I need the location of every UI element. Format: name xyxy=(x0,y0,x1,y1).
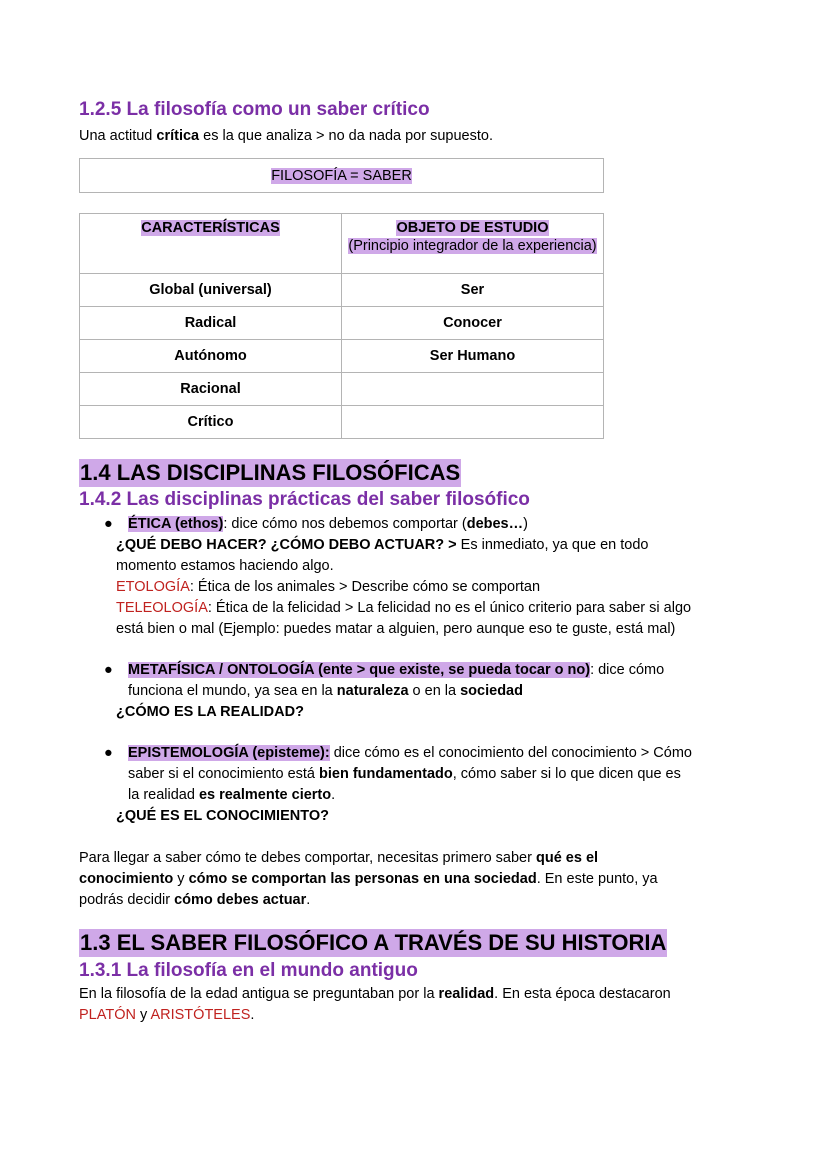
table-cell: Autónomo xyxy=(80,340,342,373)
table-header-row xyxy=(80,214,604,274)
para-text: . En este punto, ya xyxy=(536,871,658,887)
etica-question-rest2: momento estamos haciendo algo. xyxy=(116,558,334,574)
table-header-object xyxy=(342,214,604,274)
filosofia-box-cell xyxy=(80,159,604,193)
etica-label: ÉTICA (ethos) xyxy=(128,516,224,532)
para-bold: cómo se comportan las personas en una sociedad xyxy=(188,871,537,887)
epistemologia-bold2: es realmente cierto xyxy=(198,787,332,803)
para-bold: qué es el xyxy=(535,850,599,866)
list-item-etica xyxy=(79,514,759,640)
characteristics-table xyxy=(79,213,604,439)
section-1-2-5-title: 1.2.5 La filosofía como un saber crítico xyxy=(79,99,430,120)
intro-text-end: es la que analiza > no da nada por supuesto. xyxy=(199,128,493,144)
section-1-3-1-title: 1.3.1 La filosofía en el mundo antiguo xyxy=(79,960,418,981)
etica-text: : dice cómo nos debemos comportar ( xyxy=(223,516,467,532)
teleologia-label: TELEOLOGÍA xyxy=(116,600,208,616)
epistemologia-text2 xyxy=(128,764,759,785)
epistemologia-bold1: bien fundamentado xyxy=(319,766,453,782)
metafisica-text2-mid: o en la xyxy=(408,683,461,699)
table-row xyxy=(80,373,604,406)
para-text: podrás decidir xyxy=(79,892,175,908)
table-cell: Ser xyxy=(342,274,604,307)
para-bold: conocimiento xyxy=(79,871,174,887)
table-cell xyxy=(342,373,604,406)
list-item-epistemologia xyxy=(79,743,759,827)
table-row xyxy=(80,274,604,307)
table-cell: Crítico xyxy=(80,406,342,439)
para-bold: realidad xyxy=(438,986,495,1002)
etologia-text: : Ética de los animales > Describe cómo se comportan xyxy=(189,579,541,595)
epistemologia-text3 xyxy=(128,785,759,806)
table-cell xyxy=(342,406,604,439)
metafisica-text: : dice cómo xyxy=(590,662,665,678)
epistemologia-text2-post: , cómo saber si lo que dicen que es xyxy=(452,766,681,782)
header-sublabel: (Principio integrador de la experiencia) xyxy=(348,238,597,254)
aristoteles-name: ARISTÓTELES xyxy=(150,1007,251,1023)
para-text: y xyxy=(135,1007,151,1023)
table-cell: Global (universal) xyxy=(80,274,342,307)
metafisica-text2 xyxy=(128,681,759,702)
epistemologia-question: ¿QUÉ ES EL CONOCIMIENTO? xyxy=(116,808,329,824)
para-text: . En esta época destacaron xyxy=(494,986,671,1002)
list-item-metafisica xyxy=(79,660,759,723)
table-cell: Racional xyxy=(80,373,342,406)
table-row xyxy=(80,340,604,373)
disciplines-list xyxy=(79,514,759,827)
header-label: CARACTERÍSTICAS xyxy=(141,220,280,236)
etica-text-end: ) xyxy=(523,516,528,532)
epistemologia-text: dice cómo es el conocimiento del conocimiento > Cómo xyxy=(329,745,692,761)
table-cell: Radical xyxy=(80,307,342,340)
para-text: . xyxy=(250,1007,255,1023)
section-1-4-2-title: 1.4.2 Las disciplinas prácticas del saber filosófico xyxy=(79,489,530,510)
para-text: y xyxy=(173,871,189,887)
header-label: OBJETO DE ESTUDIO xyxy=(396,220,549,236)
table-row xyxy=(80,307,604,340)
para-text: . xyxy=(306,892,311,908)
bullet-icon: ● xyxy=(104,516,113,532)
section-1-3-1-paragraph xyxy=(79,984,759,1026)
etica-text-bold: debes… xyxy=(466,516,524,532)
section-1-2-5-intro xyxy=(79,126,759,147)
metafisica-text2-pre: funciona el mundo, ya sea en la xyxy=(128,683,337,699)
table-header-characteristics xyxy=(80,214,342,274)
etologia-label: ETOLOGÍA xyxy=(116,579,190,595)
metafisica-bold2: sociedad xyxy=(460,683,523,699)
conclusion-paragraph xyxy=(79,848,759,911)
epistemologia-text2-pre: saber si el conocimiento está xyxy=(128,766,320,782)
section-1-3-title: 1.3 EL SABER FILOSÓFICO A TRAVÉS DE SU HISTORIA xyxy=(80,930,667,955)
filosofia-box-label: FILOSOFÍA = SABER xyxy=(271,167,412,184)
table-cell: Conocer xyxy=(342,307,604,340)
table-cell: Ser Humano xyxy=(342,340,604,373)
platon-name: PLATÓN xyxy=(79,1007,136,1023)
intro-text: Una actitud xyxy=(79,128,157,144)
etica-question-rest: Es inmediato, ya que en todo xyxy=(456,537,649,553)
metafisica-label: METAFÍSICA / ONTOLOGÍA (ente > que existe, se pueda tocar o no) xyxy=(128,662,591,678)
epistemologia-label: EPISTEMOLOGÍA (episteme): xyxy=(128,745,330,761)
para-text: Para llegar a saber cómo te debes comportar, necesitas primero saber xyxy=(79,850,536,866)
intro-bold: crítica xyxy=(156,128,200,144)
metafisica-bold1: naturaleza xyxy=(336,683,409,699)
para-text: En la filosofía de la edad antigua se preguntaban por la xyxy=(79,986,439,1002)
etica-question: ¿QUÉ DEBO HACER? ¿CÓMO DEBO ACTUAR? > xyxy=(116,537,457,553)
teleologia-text2: está bien o mal (Ejemplo: puedes matar a alguien, pero aunque eso te guste, está mal) xyxy=(116,621,676,637)
filosofia-box xyxy=(79,158,604,193)
bullet-icon: ● xyxy=(104,662,113,678)
etica-detail xyxy=(116,535,759,640)
para-bold: cómo debes actuar xyxy=(174,892,307,908)
document-page xyxy=(79,98,759,1026)
table-row xyxy=(80,406,604,439)
teleologia-text: : Ética de la felicidad > La felicidad no es el único criterio para saber si algo xyxy=(207,600,692,616)
epistemologia-text3-post: . xyxy=(331,787,336,803)
section-1-4-title: 1.4 LAS DISCIPLINAS FILOSÓFICAS xyxy=(80,460,461,485)
metafisica-question: ¿CÓMO ES LA REALIDAD? xyxy=(116,704,304,720)
bullet-icon: ● xyxy=(104,745,113,761)
epistemologia-text3-pre: la realidad xyxy=(128,787,199,803)
